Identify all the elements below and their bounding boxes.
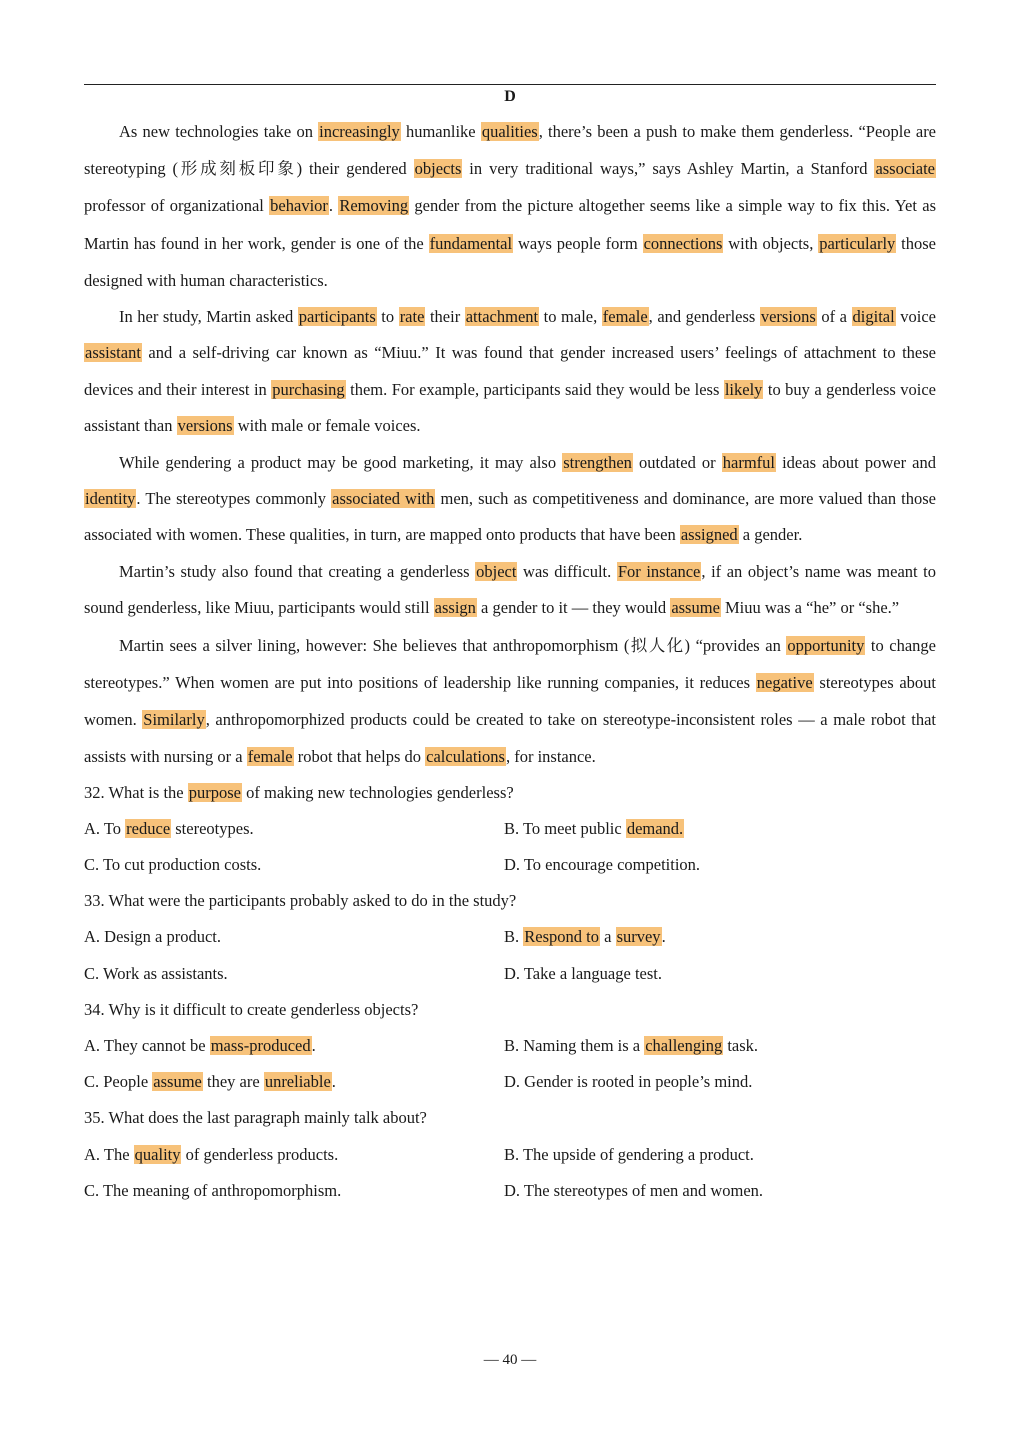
highlighted-word: identity [85,489,136,509]
text-run: B. [504,927,524,947]
text-run: a gender. [738,525,803,545]
highlighted-word: unreliable [264,1072,331,1092]
options-row [84,1173,936,1209]
text-run: was difficult. [517,561,617,581]
text-run: A. They cannot be [84,1035,210,1055]
option-c [84,956,504,992]
question-34 [84,992,936,1101]
question-33 [84,883,936,992]
text-run: task. [723,1035,759,1055]
text-run: A. To [84,818,126,838]
section-letter: D [504,88,516,105]
text-run: in very traditional ways,” says Ashley Martin, a Stanford [462,159,875,179]
text-run: While gendering a product may be good marketing, it may also [119,452,563,472]
text-run: of a [816,307,852,327]
text-run: , there’s been a push to make them genderless. “People are stereotyping (形成刻板印象) their gendered [84,122,937,179]
highlighted-word: female [247,746,293,766]
text-run: they are [202,1072,264,1092]
highlighted-word: associate [875,159,935,179]
text-run: and a self-driving car known as “Miuu.” It was found that gender increased users’ feelings of attachment to these devices and their interest in [84,343,936,399]
page-number: — 40 — [483,1352,537,1368]
option-b [504,1137,924,1173]
text-run: humanlike [400,122,481,141]
paragraph-2 [84,299,936,445]
question-stem [84,1100,936,1136]
highlighted-word: female [602,307,648,327]
highlighted-word: associated with [332,489,435,509]
text-run: Miuu was a “he” or “she.” [720,598,900,618]
text-run: , anthropomorphized products could be created to take on stereotype-inconsistent roles — a male robot that assists with nursing or a [84,709,936,766]
text-run: them. For example, participants said they would be less [345,379,724,399]
text-run: B. To meet public [504,818,626,838]
text-run: . The stereotypes commonly [136,489,332,509]
highlighted-word: assume [153,1072,202,1092]
options-row [84,1137,936,1173]
text-run: D. Gender is rooted in people’s mind. [504,1072,753,1092]
text-run: D. To encourage competition. [504,855,701,875]
highlighted-word: opportunity [787,635,865,655]
text-run: gender from the picture altogether seems like a simple way to fix this. Yet as Martin has found in her work, gender is one of the [84,196,936,253]
paragraph-4 [84,554,936,627]
text-run: 35. What does the last paragraph mainly talk about? [84,1108,427,1128]
highlighted-word: attachment [465,307,539,327]
option-a [84,1137,504,1173]
highlighted-word: negative [756,672,813,692]
highlighted-word: purchasing [272,379,345,399]
highlighted-word: For instance [617,561,701,581]
highlighted-word: Similarly [143,709,205,729]
text-run: ideas about power and [776,452,936,472]
question-stem [84,992,936,1028]
options-row [84,1064,936,1100]
highlighted-word: assume [671,598,720,618]
options-row [84,847,936,883]
text-run: B. Naming them is a [504,1035,645,1055]
text-run: Martin’s study also found that creating a genderless [119,561,476,581]
text-run: those designed with human characteristics. [84,233,936,290]
option-d [504,1173,924,1209]
option-d [504,847,924,883]
highlighted-word: survey [616,927,661,947]
options-row [84,919,936,955]
text-run: voice [895,307,936,327]
option-c [84,1064,504,1100]
question-32 [84,775,936,884]
text-run: ways people form [513,233,643,253]
highlighted-word: reduce [126,818,171,838]
option-a [84,1028,504,1064]
highlighted-word: demand. [626,818,684,838]
reading-passage [84,113,936,1209]
text-run: . [331,1072,336,1092]
options-row [84,811,936,847]
highlighted-word: quality [134,1144,181,1164]
text-run: to change stereotypes.” When women are put into positions of leadership like running companies, it reduces [84,635,936,692]
highlighted-word: assistant [85,343,141,363]
text-run: . [661,927,666,947]
paragraph-1 [84,113,936,299]
text-run: professor of organizational [84,196,270,216]
highlighted-word: participants [298,307,376,327]
text-run: B. The upside of gendering a product. [504,1144,754,1164]
text-run: As new technologies take on [119,122,319,141]
highlighted-word: connections [643,233,723,253]
text-run: Martin sees a silver lining, however: She believes that anthropomorphism (拟人化) “provides an [119,635,787,655]
text-run: A. The [84,1144,134,1164]
question-35 [84,1100,936,1209]
option-d [504,956,924,992]
paragraph-5 [84,627,936,775]
highlighted-word: digital [852,307,895,327]
options-row [84,1028,936,1064]
option-b [504,919,924,955]
text-run: C. The meaning of anthropomorphism. [84,1180,342,1200]
option-b [504,811,924,847]
text-run: C. To cut production costs. [84,855,262,875]
text-run: . [311,1035,316,1055]
text-run: men, such as competitiveness and dominance, are more valued than those associated with women. These qualities, in turn, are mapped onto products that have been [84,489,937,545]
header-rule [84,84,936,85]
highlighted-word: objects [414,159,462,179]
option-c [84,1173,504,1209]
option-b [504,1028,924,1064]
text-run: with male or female voices. [233,416,421,436]
paragraph-3 [84,445,936,554]
highlighted-word: challenging [645,1035,723,1055]
option-a [84,919,504,955]
text-run: 32. What is the [84,782,188,802]
highlighted-word: likely [724,379,763,399]
highlighted-word: behavior [270,196,328,216]
text-run: D. The stereotypes of men and women. [504,1180,764,1200]
text-run: of genderless products. [181,1144,339,1164]
highlighted-word: fundamental [429,233,513,253]
highlighted-word: strengthen [563,452,632,472]
highlighted-word: Removing [339,196,409,216]
highlighted-word: assigned [680,525,738,545]
options-row [84,956,936,992]
text-run: with objects, [723,233,819,253]
text-run: outdated or [632,452,722,472]
option-d [504,1064,924,1100]
text-run: stereotypes about women. [84,672,936,729]
text-run: 34. Why is it difficult to create genderless objects? [84,999,419,1019]
highlighted-word: qualities [481,122,538,141]
highlighted-word: purpose [188,782,241,802]
text-run: to buy a genderless voice assistant than [84,379,937,436]
text-run: of making new technologies genderless? [241,782,514,802]
text-run: stereotypes. [171,818,254,838]
option-a [84,811,504,847]
question-stem [84,775,936,811]
text-run: their [425,307,465,327]
highlighted-word: particularly [819,233,896,253]
highlighted-word: increasingly [319,122,400,141]
text-run: D. Take a language test. [504,963,662,983]
text-run: a [599,927,616,947]
highlighted-word: assign [434,598,476,618]
text-run: robot that helps do [293,746,426,766]
text-run: . [328,196,339,216]
text-run: 33. What were the participants probably asked to do in the study? [84,891,517,911]
option-c [84,847,504,883]
highlighted-word: Respond to [524,927,599,947]
question-stem [84,883,936,919]
highlighted-word: rate [399,307,425,327]
text-run: C. Work as assistants. [84,963,228,983]
text-run: to male, [539,307,602,327]
text-run: C. People [84,1072,153,1092]
highlighted-word: mass-produced [210,1035,311,1055]
text-run: to [376,307,399,327]
highlighted-word: calculations [426,746,505,766]
text-run: , for instance. [505,746,596,766]
text-run: A. Design a product. [84,927,222,947]
text-run: a gender to it — they would [476,598,671,618]
text-run: , if an object’s name was meant to sound genderless, like Miuu, participants would still [84,561,937,618]
highlighted-word: versions [177,416,233,436]
highlighted-word: versions [760,307,816,327]
text-run: In her study, Martin asked [119,307,298,327]
highlighted-word: object [476,561,517,581]
highlighted-word: harmful [722,452,775,472]
text-run: , and genderless [648,307,760,327]
